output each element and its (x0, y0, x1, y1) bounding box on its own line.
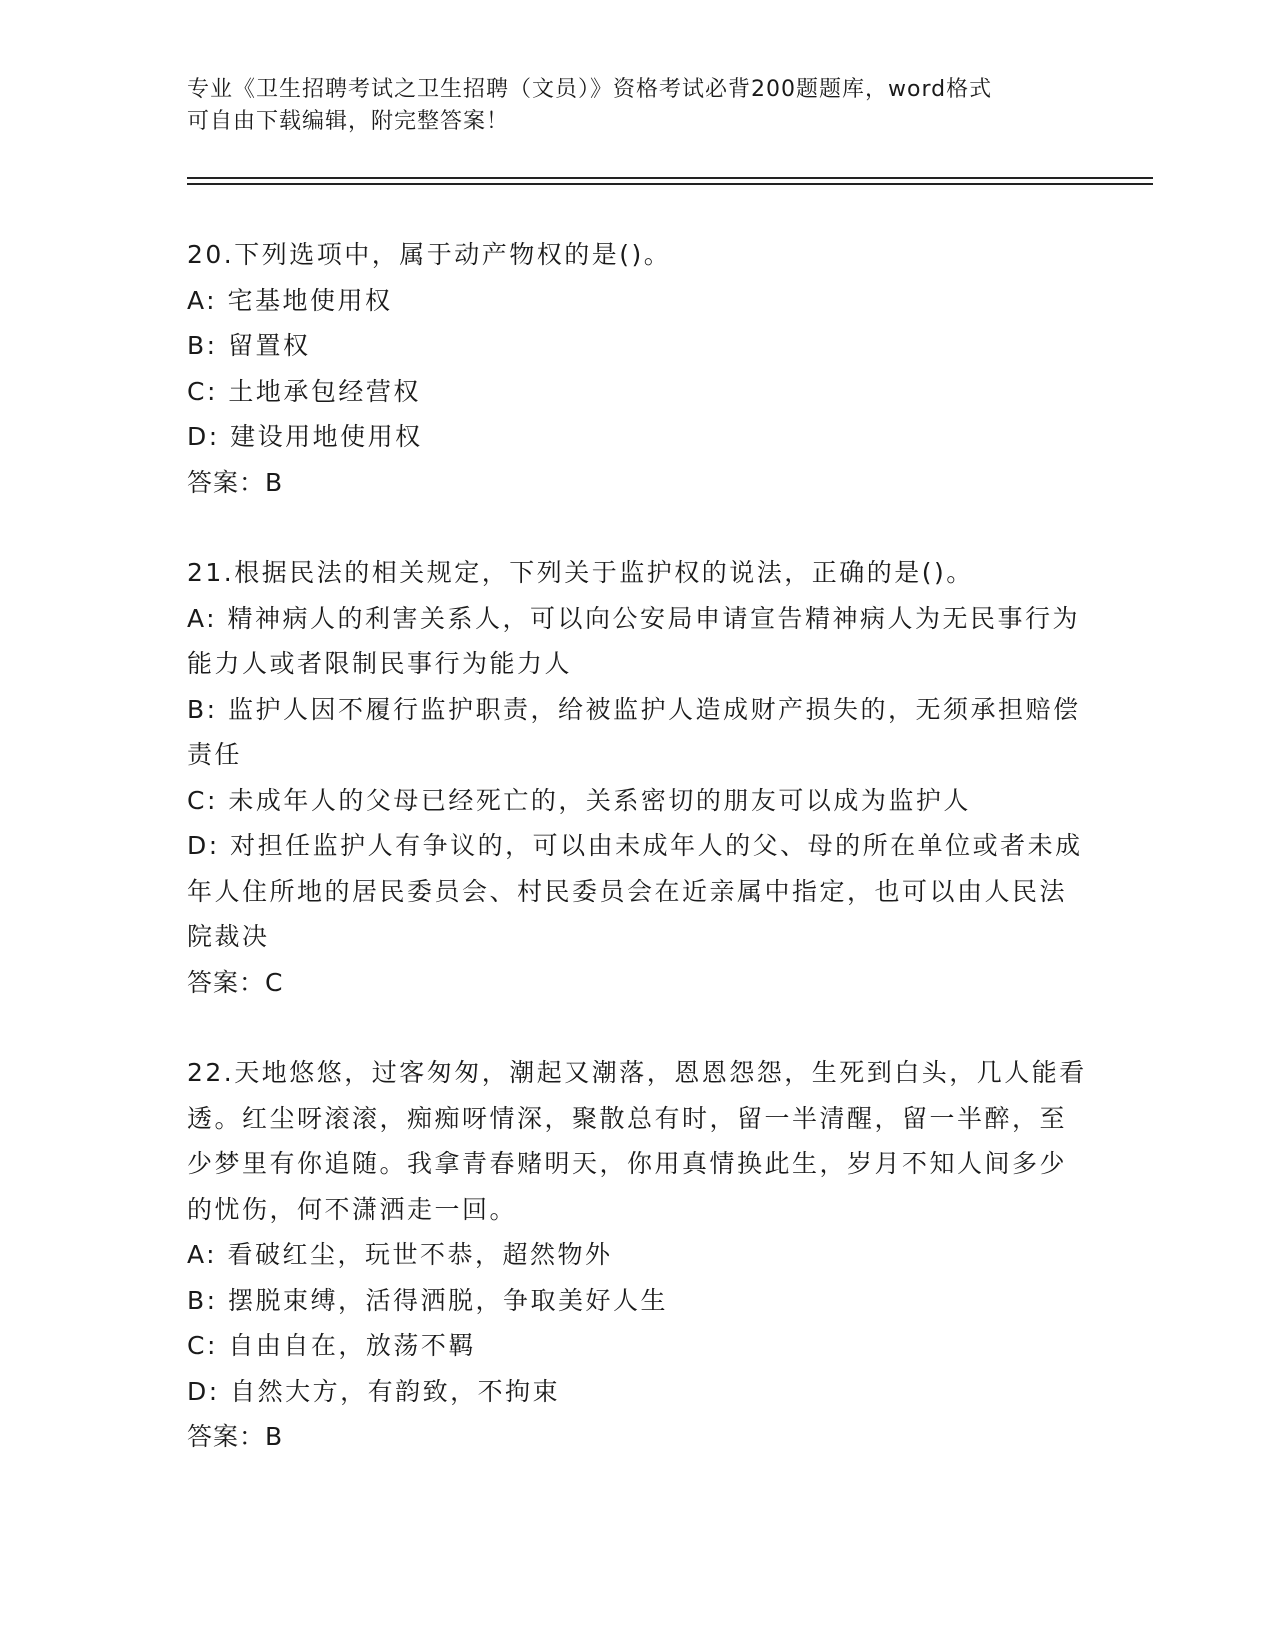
option-d: D: 自然大方，有韵致，不拘束 (187, 1376, 561, 1406)
option-c: C: 未成年人的父母已经死亡的，关系密切的朋友可以成为监护人 (187, 785, 971, 815)
question-stem: 20.下列选项中，属于动产物权的是()。 (187, 240, 672, 269)
answer: 答案：B (187, 1422, 284, 1451)
question-21 (187, 550, 1087, 1005)
question-22 (187, 1050, 1087, 1460)
question-20 (187, 232, 1087, 505)
header-line-2: 可自由下载编辑，附完整答案！ (187, 109, 510, 134)
option-c: C: 自由自在，放荡不羁 (187, 1331, 476, 1360)
option-c: C: 土地承包经营权 (187, 376, 421, 406)
answer: 答案：B (187, 467, 284, 497)
option-b: B: 摆脱束缚，活得洒脱，争取美好人生 (187, 1285, 669, 1315)
document-header (187, 74, 1087, 138)
option-b: B: 留置权 (187, 331, 311, 360)
option-a: A: 看破红尘，玩世不恭，超然物外 (187, 1240, 613, 1269)
option-b: B: 监护人因不履行监护职责，给被监护人造成财产损失的，无须承担赔偿责任 (187, 694, 1081, 769)
question-stem: 22.天地悠悠，过客匆匆，潮起又潮落，恩恩怨怨，生死到白头，几人能看透。红尘呀滚滚，痴痴呀情深，聚散总有时，留一半清醒，留一半醉，至少梦里有你追随。我拿青春赌明天，你用真情换此生，岁月不知人间多少的忧伤，何不潇洒走一回。 (187, 1058, 1087, 1224)
option-a: A: 宅基地使用权 (187, 285, 393, 315)
header-line-1: 专业《卫生招聘考试之卫生招聘（文员）》资格考试必背200题题库，word格式 (187, 77, 993, 102)
option-d: D: 对担任监护人有争议的，可以由未成年人的父、母的所在单位或者未成年人住所地的居民委员会、村民委员会在近亲属中指定，也可以由人民法院裁决 (187, 831, 1083, 951)
option-d: D: 建设用地使用权 (187, 422, 423, 451)
question-list (187, 232, 1087, 1505)
option-a: A: 精神病人的利害关系人，可以向公安局申请宣告精神病人为无民事行为能力人或者限制民事行为能力人 (187, 603, 1081, 678)
header-divider-top (187, 177, 1153, 179)
answer: 答案：C (187, 967, 284, 997)
header-divider-bottom (187, 183, 1153, 185)
question-stem: 21.根据民法的相关规定，下列关于监护权的说法，正确的是()。 (187, 558, 974, 587)
